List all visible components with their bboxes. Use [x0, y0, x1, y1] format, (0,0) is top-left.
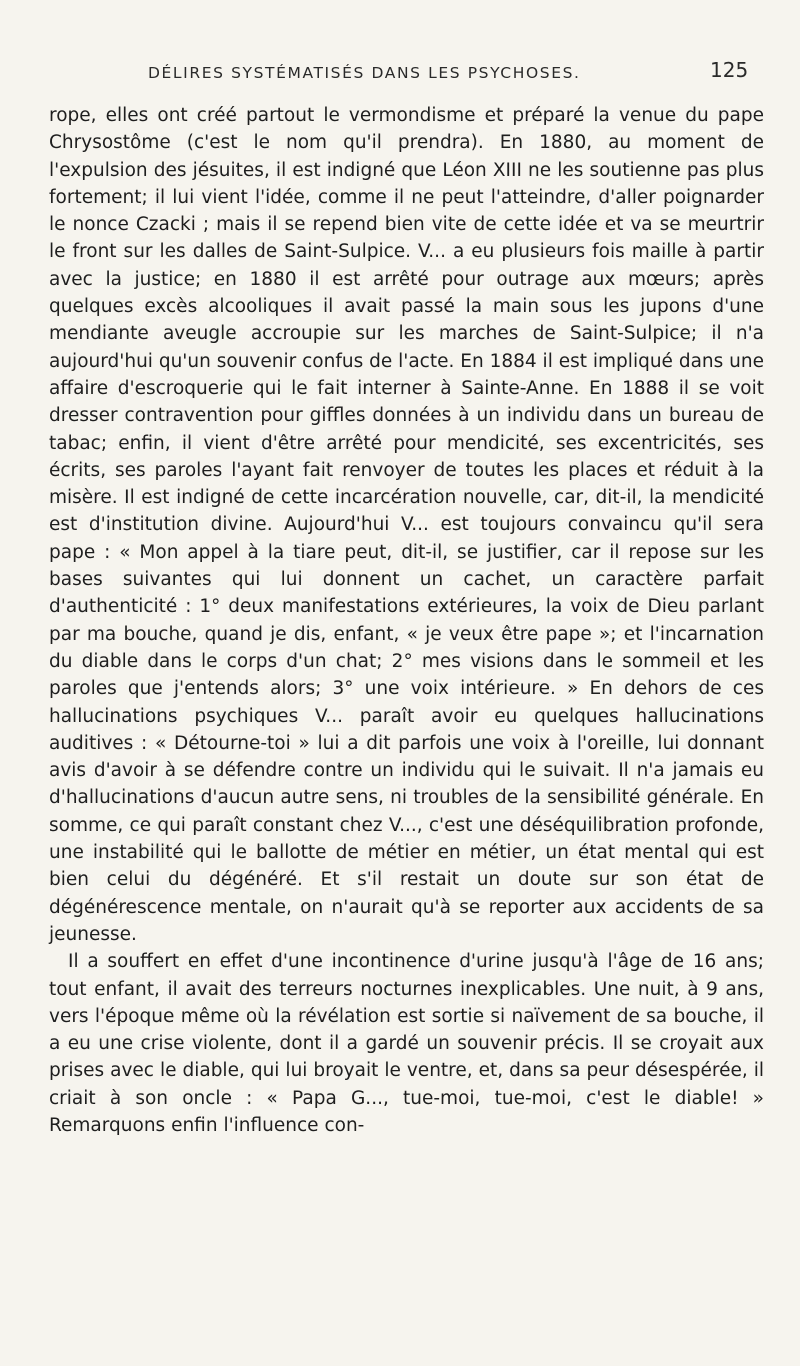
body-text: [49, 102, 764, 1139]
running-title: DÉLIRES SYSTÉMATISÉS DANS LES PSYCHOSES.: [148, 64, 581, 82]
paragraph: Il a souffert en effet d'une incontinence d'urine jusqu'à l'âge de 16 ans; tout enfant, il avait des terreurs nocturnes inexplicables. Une nuit, à 9 ans, vers l'époque même où la révélation est sortie si naïvement de sa bouche, il a eu une crise violente, dont il a gardé un souvenir précis. Il se croyait aux prises avec le diable, qui lui broyait le ventre, et, dans sa peur désespérée, il criait à son oncle : « Papa G..., tue-moi, tue-moi, c'est le diable! » Remarquons enfin l'influence con-: [49, 951, 764, 1136]
paragraph-continued: rope, elles ont créé partout le vermondisme et préparé la venue du pape Chrysostôme (c'est le nom qu'il prendra). En 1880, au moment de l'expulsion des jésuites, il est indigné que Léon XIII ne les soutienne pas plus fortement; il lui vient l'idée, comme il ne peut l'atteindre, d'aller poignarder le nonce Czacki ; mais il se repend bien vite de cette idée et va se meurtrir le front sur les dalles de Saint-Sulpice. V... a eu plusieurs fois maille à partir avec la justice; en 1880 il est arrêté pour outrage aux mœurs; après quelques excès alcooliques il avait passé la main sous les jupons d'une mendiante aveugle accroupie sur les marches de Saint-Sulpice; il n'a aujourd'hui qu'un souvenir confus de l'acte. En 1884 il est impliqué dans une affaire d'escroquerie qui le fait interner à Sainte-Anne. En 1888 il se voit dresser contravention pour giffles données à un individu dans un bureau de tabac; enfin, il vient d'être arrêté pour mendicité, ses excentricités, ses écrits, ses paroles l'ayant fait renvoyer de toutes les places et réduit à la misère. Il est indigné de cette incarcération nouvelle, car, dit-il, la mendicité est d'institution divine. Aujourd'hui V... est toujours convaincu qu'il sera pape : « Mon appel à la tiare peut, dit-il, se justifier, car il repose sur les bases suivantes qui lui donnent un cachet, un caractère parfait d'authenticité : 1° deux manifestations extérieures, la voix de Dieu parlant par ma bouche, quand je dis, enfant, « je veux être pape »; et l'incarnation du diable dans le corps d'un chat; 2° mes visions dans le sommeil et les paroles que j'entends alors; 3° une voix intérieure. » En dehors de ces hallucinations psychiques V... paraît avoir eu quelques hallucinations auditives : « Détourne-toi » lui a dit parfois une voix à l'oreille, lui donnant avis d'avoir à se défendre contre un individu qui le suivait. Il n'a jamais eu d'hallucinations d'aucun autre sens, ni troubles de la sensibilité générale. En somme, ce qui paraît constant chez V..., c'est une déséquilibration profonde, une instabilité qui le ballotte de métier en métier, un état mental qui est bien celui du dégénéré. Et s'il restait un doute sur son état de dégénérescence mentale, on n'aurait qu'à se reporter aux accidents de sa jeunesse.: [49, 105, 764, 945]
page-number: 125: [710, 58, 749, 82]
page-header: [0, 58, 800, 88]
